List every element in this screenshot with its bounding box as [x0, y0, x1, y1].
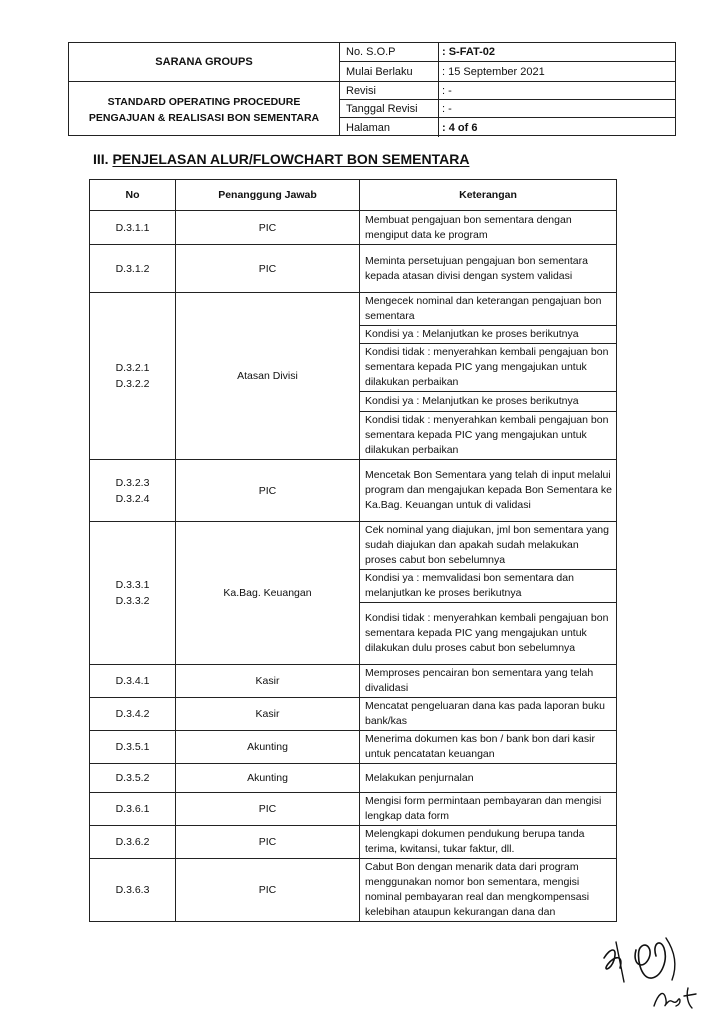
step-no: D.3.6.2 — [90, 826, 176, 859]
table-row — [90, 859, 617, 922]
step-no: D.3.5.2 — [90, 764, 176, 793]
table-row — [90, 731, 617, 764]
field-label: No. S.O.P — [340, 43, 439, 61]
table-row — [90, 522, 617, 570]
responsible: Atasan Divisi — [176, 293, 360, 460]
column-header-responsible: Penanggung Jawab — [176, 180, 360, 211]
responsible: Kasir — [176, 698, 360, 731]
step-no: D.3.4.1 — [90, 665, 176, 698]
step-no: D.3.6.1 — [90, 793, 176, 826]
signature-mark — [596, 930, 692, 990]
description: Mencetak Bon Sementara yang telah di input melalui program dan mengajukan kepada Bon Sementara ke Ka.Bag. Keuangan untuk di validasi — [360, 460, 617, 522]
column-header-no: No — [90, 180, 176, 211]
sop-title-line2: PENGAJUAN & REALISASI BON SEMENTARA — [88, 111, 320, 124]
field-label: Halaman — [340, 118, 439, 137]
description: Kondisi tidak : menyerahkan kembali pengajuan bon sementara kepada PIC yang mengajukan untuk dilakukan perbaikan — [360, 412, 617, 460]
step-no: D.3.4.2 — [90, 698, 176, 731]
field-label: Revisi — [340, 82, 439, 99]
table-row — [90, 665, 617, 698]
responsible: Akunting — [176, 764, 360, 793]
step-no-line: D.3.2.3 — [115, 476, 150, 489]
description: Kondisi ya : memvalidasi bon sementara dan melanjutkan ke proses berikutnya — [360, 570, 617, 603]
field-value: : 4 of 6 — [442, 121, 478, 134]
field-label: Tanggal Revisi — [340, 100, 439, 117]
step-no-line: D.3.2.2 — [115, 378, 150, 390]
field-row-sop-no — [340, 43, 675, 62]
field-label: Mulai Berlaku — [340, 62, 439, 81]
initials-mark — [652, 982, 700, 1012]
header-fields — [340, 43, 675, 135]
sop-title-line1: STANDARD OPERATING PROCEDURE — [107, 95, 301, 108]
description: Kondisi tidak : menyerahkan kembali pengajuan bon sementara kepada PIC yang mengajukan untuk dilakukan perbaikan — [360, 344, 617, 392]
document-header — [68, 42, 676, 136]
table-row — [90, 293, 617, 326]
section-heading: PENJELASAN ALUR/FLOWCHART BON SEMENTARA — [112, 151, 470, 167]
field-value: : S-FAT-02 — [442, 46, 495, 58]
responsible: Kasir — [176, 665, 360, 698]
description: Cek nominal yang diajukan, jml bon sementara yang sudah diajukan dan apakah sudah melakukan proses cabut bon sebelumnya — [360, 522, 617, 570]
step-no — [90, 460, 176, 522]
description: Mengisi form permintaan pembayaran dan mengisi lengkap data form — [360, 793, 617, 826]
responsible: PIC — [176, 826, 360, 859]
step-no: D.3.1.1 — [90, 211, 176, 245]
field-value: : - — [442, 84, 452, 97]
description: Mengecek nominal dan keterangan pengajuan bon sementara — [360, 293, 617, 326]
table-row — [90, 764, 617, 793]
field-row-revision — [340, 82, 675, 100]
responsible: Akunting — [176, 731, 360, 764]
responsible: PIC — [176, 460, 360, 522]
step-no — [90, 293, 176, 460]
responsible: PIC — [176, 245, 360, 293]
description: Kondisi tidak : menyerahkan kembali pengajuan bon sementara kepada PIC yang mengajukan untuk dilakukan dulu proses cabut bon sebelumnya — [360, 603, 617, 665]
step-no: D.3.1.2 — [90, 245, 176, 293]
field-row-start-date — [340, 62, 675, 82]
field-row-page — [340, 118, 675, 137]
section-title — [93, 151, 469, 167]
field-row-revision-date — [340, 100, 675, 118]
table-header-row — [90, 180, 617, 211]
field-value: : - — [442, 102, 452, 115]
description: Membuat pengajuan bon sementara dengan mengiput data ke program — [360, 211, 617, 245]
table-row — [90, 460, 617, 522]
column-header-description: Keterangan — [360, 180, 617, 211]
table-row — [90, 211, 617, 245]
responsible: PIC — [176, 211, 360, 245]
description: Meminta persetujuan pengajuan bon sementara kepada atasan divisi dengan system validasi — [360, 245, 617, 293]
table-row — [90, 245, 617, 293]
company-name: SARANA GROUPS — [69, 43, 339, 82]
description: Kondisi ya : Melanjutkan ke proses berikutnya — [360, 326, 617, 344]
section-number: III. — [93, 151, 109, 167]
description: Melengkapi dokumen pendukung berupa tanda terima, kwitansi, tukar faktur, dll. — [360, 826, 617, 859]
description: Kondisi ya : Melanjutkan ke proses berikutnya — [360, 392, 617, 412]
table-row — [90, 826, 617, 859]
flow-table — [89, 179, 617, 922]
step-no — [90, 522, 176, 665]
step-no-line: D.3.3.2 — [115, 595, 150, 607]
step-no-line: D.3.3.1 — [115, 579, 150, 591]
description: Melakukan penjurnalan — [360, 764, 617, 793]
table-row — [90, 698, 617, 731]
step-no: D.3.6.3 — [90, 859, 176, 922]
responsible: PIC — [176, 793, 360, 826]
description: Menerima dokumen kas bon / bank bon dari kasir untuk pencatatan keuangan — [360, 731, 617, 764]
step-no-line: D.3.2.4 — [115, 492, 150, 505]
field-value: : 15 September 2021 — [442, 65, 545, 78]
table-row — [90, 793, 617, 826]
description: Cabut Bon dengan menarik data dari program menggunakan nomor bon sementara, mengisi nominal pembayaran real dan mengkompensasi kelebihan ataupun kekurangan dana dan — [360, 859, 617, 922]
responsible: PIC — [176, 859, 360, 922]
step-no: D.3.5.1 — [90, 731, 176, 764]
step-no-line: D.3.2.1 — [115, 362, 150, 374]
header-left — [69, 43, 340, 135]
sop-title — [69, 82, 339, 137]
description: Mencatat pengeluaran dana kas pada laporan buku bank/kas — [360, 698, 617, 731]
description: Memproses pencairan bon sementara yang telah divalidasi — [360, 665, 617, 698]
responsible: Ka.Bag. Keuangan — [176, 522, 360, 665]
